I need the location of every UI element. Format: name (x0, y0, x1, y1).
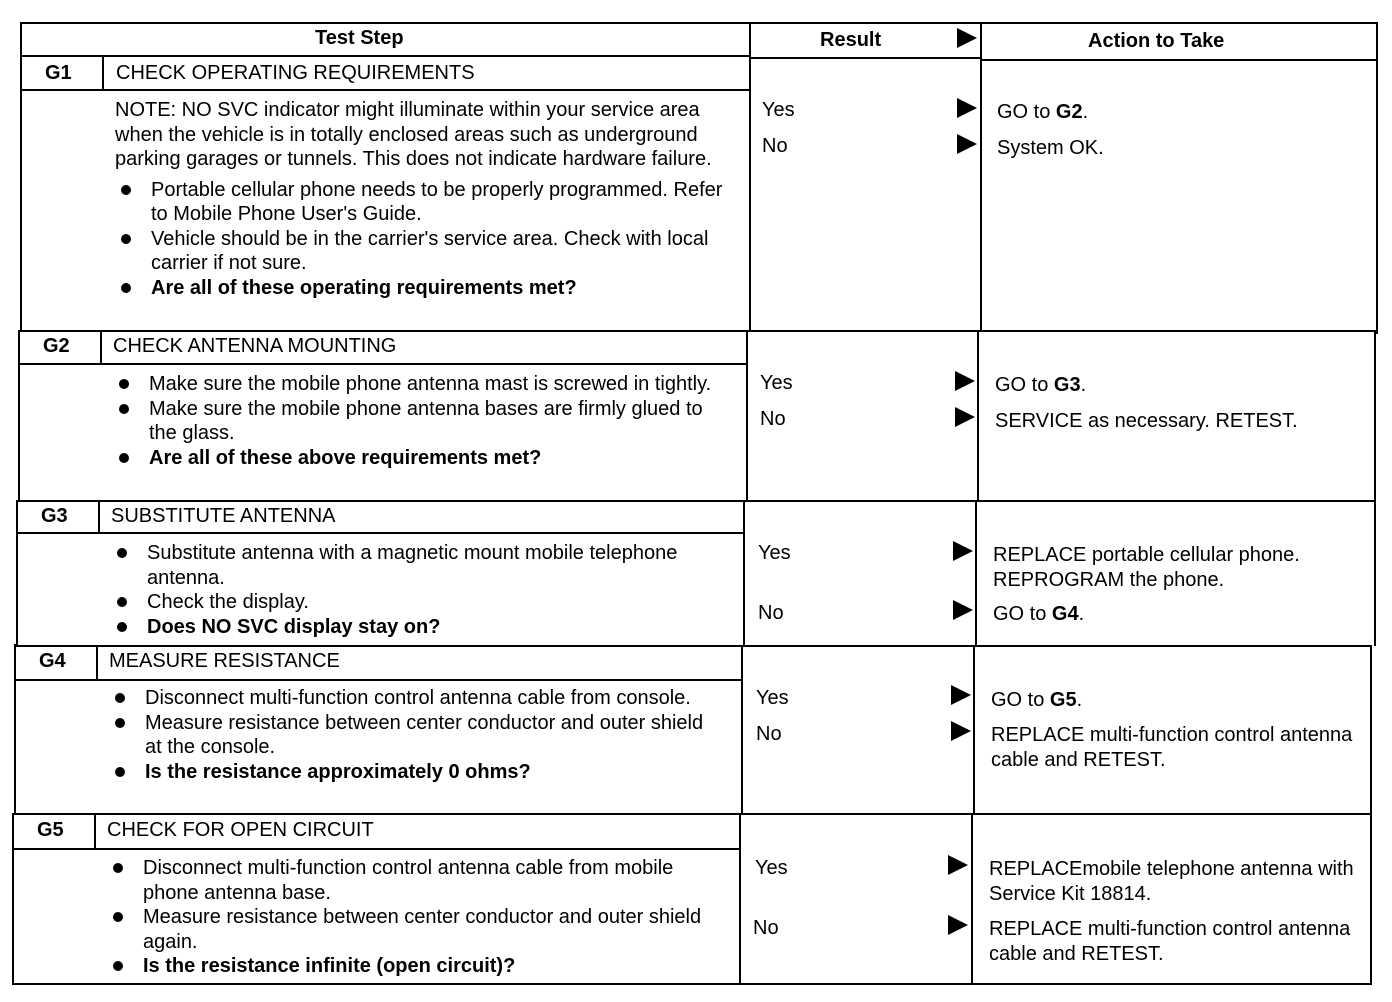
col-sep-action-5 (971, 815, 973, 985)
action-yes: GO to G2. (997, 101, 1089, 123)
sep-g1-g2 (18, 330, 1376, 332)
bullet-question: Is the resistance approximately 0 ohms? (109, 760, 719, 785)
sep-g3-g4 (14, 645, 1372, 647)
bullet-icon (121, 283, 131, 293)
step-id: G3 (41, 505, 68, 527)
step-title: CHECK ANTENNA MOUNTING (113, 335, 397, 357)
bullet-icon (117, 622, 127, 632)
bullet-item: Make sure the mobile phone antenna mast is screwed in tightly. (113, 372, 723, 397)
bullet-icon (113, 863, 123, 873)
header-test-step: Test Step (315, 27, 404, 49)
bullet-item: Vehicle should be in the carrier's service area. Check with local carrier if not sure. (115, 227, 725, 276)
bullet-item: Measure resistance between center conductor and outer shield at the console. (109, 711, 719, 760)
header-bottom-right (980, 59, 1378, 61)
step-body (111, 541, 721, 639)
g1-id-sep (102, 56, 104, 90)
sep-g2-g3 (16, 500, 1374, 502)
g5-id-sep (94, 813, 96, 849)
bullet-item: Measure resistance between center conductor and outer shield again. (107, 905, 717, 954)
col-sep-action-2 (977, 332, 979, 502)
bullet-item: Make sure the mobile phone antenna bases are firmly glued to the glass. (113, 397, 723, 446)
col-sep-result-5 (739, 815, 741, 985)
table-left-border-g5 (12, 813, 14, 985)
bullet-icon (113, 912, 123, 922)
g4-title-underline (14, 679, 742, 681)
g1-title-underline (20, 89, 750, 91)
header-bottom-left (20, 55, 750, 57)
arrow-icon (948, 915, 968, 935)
col-sep-result-2 (746, 332, 748, 502)
col-sep-result-1 (749, 22, 751, 332)
bullet-item: Check the display. (111, 590, 721, 615)
header-bottom-mid (749, 57, 981, 59)
g2-title-underline (18, 363, 747, 365)
g5-title-underline (12, 848, 740, 850)
arrow-icon (957, 134, 977, 154)
result-yes: Yes (758, 542, 791, 564)
bullet-icon (121, 185, 131, 195)
result-no: No (756, 723, 782, 745)
header-arrow-icon (957, 28, 977, 48)
step-note: NOTE: NO SVC indicator might illuminate within your service area when the vehicle is in totally enclosed areas such as underground parking garages or tunnels. This does not indicate hardware failure. (115, 99, 712, 170)
action-yes: REPLACEmobile telephone antenna with Service Kit 18814. (989, 858, 1354, 905)
table-right-border-1 (1376, 22, 1378, 334)
step-id: G2 (43, 335, 70, 357)
bullet-question: Are all of these above requirements met? (113, 446, 723, 471)
table-left-border-g1 (20, 56, 22, 332)
step-title: SUBSTITUTE ANTENNA (111, 505, 336, 527)
action-no: REPLACE multi-function control antenna cable and RETEST. (991, 724, 1353, 771)
step-title: MEASURE RESISTANCE (109, 650, 340, 672)
col-sep-action-4 (973, 647, 975, 815)
action-yes: REPLACE portable cellular phone. REPROGRAM the phone. (993, 544, 1300, 591)
col-sep-result-3 (743, 502, 745, 647)
bullet-item: Disconnect multi-function control antenna cable from mobile phone antenna base. (107, 856, 717, 905)
arrow-icon (953, 541, 973, 561)
table-left-border-g2 (18, 331, 20, 501)
result-yes: Yes (760, 372, 793, 394)
g3-title-underline (16, 532, 744, 534)
col-sep-result-4 (741, 647, 743, 815)
arrow-icon (948, 855, 968, 875)
result-no: No (760, 408, 786, 430)
bullet-icon (119, 379, 129, 389)
step-id: G5 (37, 819, 64, 841)
result-no: No (762, 135, 788, 157)
result-yes: Yes (755, 857, 788, 879)
action-no: GO to G4. (993, 603, 1085, 625)
g4-id-sep (96, 645, 98, 680)
bullet-icon (117, 548, 127, 558)
arrow-icon (951, 721, 971, 741)
header-action: Action to Take (1088, 30, 1225, 52)
step-title: CHECK FOR OPEN CIRCUIT (107, 819, 374, 841)
step-id: G4 (39, 650, 66, 672)
bullet-question: Does NO SVC display stay on? (111, 615, 721, 640)
table-left-border-g3 (16, 500, 18, 645)
sep-g4-g5 (12, 813, 1372, 815)
bullet-icon (119, 453, 129, 463)
action-yes: GO to G3. (995, 374, 1087, 396)
bullet-item: Portable cellular phone needs to be properly programmed. Refer to Mobile Phone User's Guide. (115, 178, 725, 227)
bullet-icon (119, 404, 129, 414)
bullet-icon (115, 718, 125, 728)
g2-id-sep (100, 331, 102, 364)
col-sep-action-3 (975, 502, 977, 647)
bullet-item: Disconnect multi-function control antenna cable from console. (109, 686, 719, 711)
table-top-border (20, 22, 1378, 24)
g3-id-sep (98, 500, 100, 533)
arrow-icon (953, 600, 973, 620)
bullet-icon (115, 693, 125, 703)
bullet-icon (113, 961, 123, 971)
bullet-icon (121, 234, 131, 244)
result-yes: Yes (756, 687, 789, 709)
col-sep-action-1 (980, 22, 982, 332)
step-body (107, 856, 717, 979)
table-left-border-header (20, 22, 22, 56)
step-title: CHECK OPERATING REQUIREMENTS (116, 62, 475, 84)
action-no: System OK. (997, 137, 1104, 159)
header-result: Result (820, 29, 882, 51)
result-no: No (758, 602, 784, 624)
arrow-icon (955, 371, 975, 391)
step-body (109, 686, 719, 784)
table-right-border-3 (1370, 645, 1372, 985)
result-no: No (753, 917, 779, 939)
action-yes: GO to G5. (991, 689, 1083, 711)
table-right-border-2 (1374, 332, 1376, 646)
table-left-border-g4 (14, 644, 16, 814)
table-bottom-border (12, 983, 1372, 985)
step-body (113, 372, 723, 470)
step-id: G1 (45, 62, 72, 84)
bullet-icon (117, 597, 127, 607)
bullet-question: Is the resistance infinite (open circuit)? (107, 954, 717, 979)
result-yes: Yes (762, 99, 795, 121)
arrow-icon (955, 407, 975, 427)
bullet-icon (115, 767, 125, 777)
action-no: SERVICE as necessary. RETEST. (995, 410, 1298, 432)
arrow-icon (957, 98, 977, 118)
bullet-item: Substitute antenna with a magnetic mount mobile telephone antenna. (111, 541, 721, 590)
action-no: REPLACE multi-function control antenna cable and RETEST. (989, 918, 1351, 965)
arrow-icon (951, 685, 971, 705)
step-body (115, 98, 725, 300)
bullet-question: Are all of these operating requirements met? (115, 276, 725, 301)
